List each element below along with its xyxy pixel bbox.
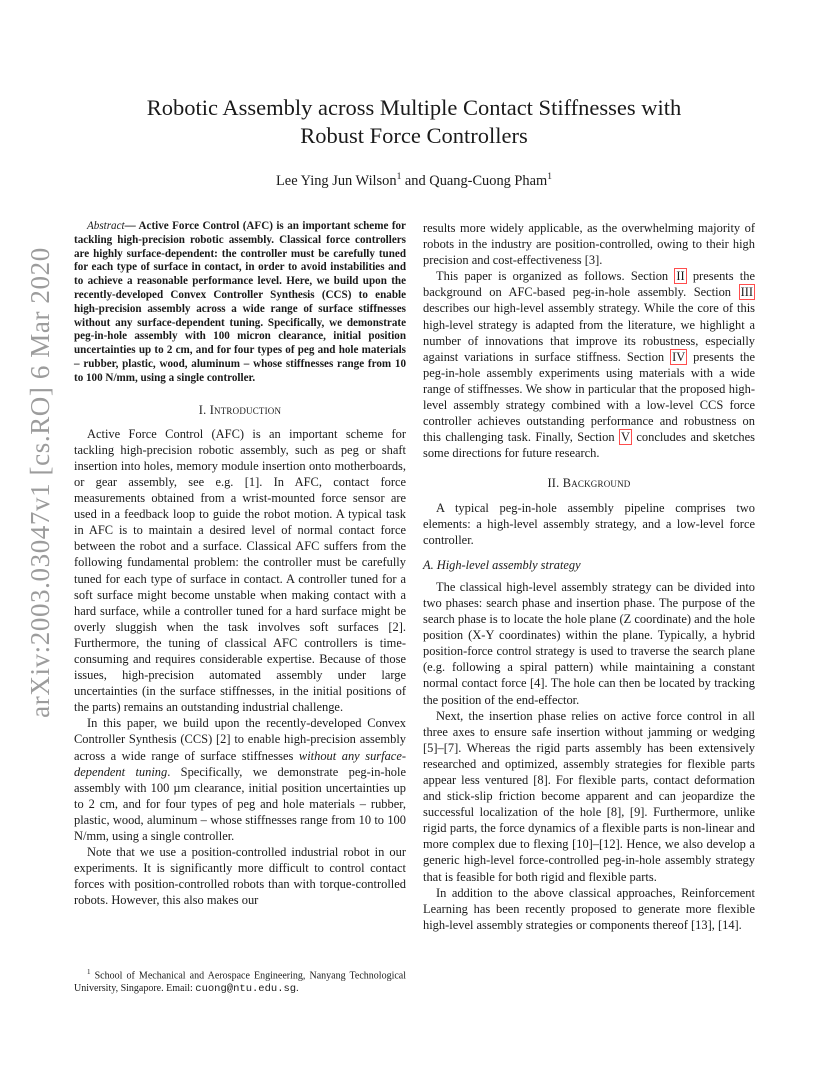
org-text-4: presents the peg-in-hole assembly experiments using materials with a wide range of stiffnesses. We show in particular that the proposed high-level assembly strategy combined with a low-level CCS force controller achieves outstanding performance and robustness on this challenging task. Finally, Section: [423, 349, 756, 445]
arxiv-identifier: arXiv:2003.03047v1 [cs.RO] 6 Mar 2020: [24, 246, 55, 718]
section-heading-introduction: [74, 402, 406, 418]
intro-paragraph-1: Active Force Control (AFC) is an important scheme for tackling high-precision robotic assembly, such as peg or shaft insertion into holes, memory module insertion onto motherboards, or gear assembly, see e.g. [1]. In AFC, contact force measurements obtained from a wrist-mounted force sensor are used in a feedback loop to guide the robot motion. A typical task in AFC is to maintain a desired level of normal contact force between the robot and a surface. Classical AFC suffers from the following fundamental problem: the controller must be carefully tuned for each type of surface in contact. A controller tuned for a soft surface might become unstable when making contact with a hard surface, while a controller tuned for a hard surface might be overly sluggish when the task involves soft surfaces [2]. Furthermore, the tuning of classical AFC controllers is time-consuming and requires considerable expertise. Because of those issues, high-precision automated assembly under large uncertainties (in the surface stiffnesses, in the initial positions of the parts) remains an outstanding industrial challenge.: [74, 426, 406, 715]
section-number: I.: [198, 402, 210, 417]
intro-paragraph-2: [74, 715, 406, 844]
section-name: Introduction: [209, 402, 282, 417]
section-name: Background: [562, 476, 631, 491]
background-paragraph-2: The classical high-level assembly strategy can be divided into two phases: search phase and insertion phase. The purpose of the search phase is to locate the hole plane (Z coordinate) and the hole position (X-Y coordinates) within the plane. Typically, a hybrid position-force control strategy is used to traverse the search plane (e.g. following a spiral pattern) while maintaining a constant normal contact force [4]. The hole can then be located by tracking the position of the end-effector.: [423, 579, 755, 707]
section-number: II.: [547, 476, 563, 491]
section-ref-link[interactable]: III: [740, 285, 753, 300]
author-2-affiliation-mark: 1: [547, 172, 552, 182]
background-paragraph-4: In addition to the above classical approaches, Reinforcement Learning has been recently proposed to generate more flexible high-level assembly strategies or components thereof [13], [14].: [423, 885, 755, 932]
footnote-mark: 1: [87, 968, 91, 976]
abstract-text: Active Force Control (AFC) is an important scheme for tackling high-precision robotic assembly. Classical force controllers are highly surface-dependent: the controller must be carefully tuned for each type of surface in contact, in order to avoid instabilities and to achieve a reasonable performance level. Here, we build upon the recently-developed Convex Controller Synthesis (CCS) to enable high-precision assembly across a wide range of surface stiffnesses without any surface-dependent tuning. Specifically, we demonstrate peg-in-hole assembly with 100 micron clearance, initial position uncertainties up to 2 cm, and for four types of peg and hole materials – rubber, plastic, wood, aluminum – whose stiffnesses range from 10 to 100 N/mm, using a single controller.: [74, 220, 406, 384]
title-line-1: Robotic Assembly across Multiple Contact Stiffnesses with: [146, 95, 682, 120]
title-line-2: Robust Force Controllers: [300, 123, 528, 148]
subsection-heading: A. High-level assembly strategy: [423, 557, 581, 572]
org-text-2: presents the background on AFC-based peg-in-hole assembly. Section: [423, 269, 755, 300]
intro-paragraph-3-continued: results more widely applicable, as the overwhelming majority of robots in the industry are position-controlled, owing to their high precision and cost-effectiveness [3].: [423, 221, 755, 268]
arxiv-sidebar: [22, 246, 58, 718]
intro-paragraph-3: Note that we use a position-controlled industrial robot in our experiments. It is significantly more difficult to control contact forces with position-controlled robots than with torque-controlled robots. However, this also makes our: [74, 845, 406, 908]
footnote-body: School of Mechanical and Aerospace Engineering, Nanyang Technological University, Singapore. Email:: [74, 970, 406, 994]
author-1-affiliation-mark: 1: [396, 172, 402, 182]
section-ref-link[interactable]: II: [676, 269, 685, 284]
right-column: [423, 220, 755, 933]
abstract: [74, 220, 406, 386]
left-column: [74, 220, 406, 908]
email-link[interactable]: cuong@ntu.edu.sg: [195, 982, 297, 995]
author-2: Quang-Cuong Pham: [429, 172, 548, 189]
intro-p2-emphasis: without any surface-dependent tuning: [74, 748, 406, 779]
org-text-1: This paper is organized as follows. Section: [436, 269, 675, 284]
org-text-3: describes our high-level assembly strategy. While the core of this high-level strategy is adapted from the literature, we highlight a number of innovations that improve its robustness, especially against variations in surface stiffness. Section: [423, 301, 755, 364]
footnote-text: [74, 966, 406, 995]
section-ref-link[interactable]: IV: [672, 349, 686, 364]
organization-paragraph: [423, 268, 755, 461]
paper-title: [80, 94, 748, 150]
footnote-end: .: [296, 982, 299, 994]
background-paragraph-1: A typical peg-in-hole assembly pipeline comprises two elements: a high-level assembly strategy, and a low-level force controller.: [423, 500, 755, 547]
section-heading-background: [423, 475, 755, 491]
section-ref-link[interactable]: V: [620, 430, 630, 445]
org-text-5: concludes and sketches some directions for future research.: [423, 430, 755, 461]
background-paragraph-3: Next, the insertion phase relies on active force control in all three axes to ensure safe insertion without jamming or wedging [5]–[7]. Whereas the rigid parts assembly has been extensively researched and optimized, assembly strategies for flexible parts appear less ventured [8]. For flexible parts, contact deformation and stick-slip friction become apparent and can jeopardize the successful localization of the hole [8], [9]. Furthermore, unlike rigid parts, the force dynamics of a flexible parts is non-linear and more complex due to flexing [10]–[12]. Hence, we also develop a generic high-level force-controlled peg-in-hole assembly strategy that is feasible for both rigid and flexible parts.: [423, 708, 755, 884]
intro-p2-text-b: . Specifically, we demonstrate peg-in-hole assembly with 100 µm clearance, initial position uncertainties up to 2 cm, and for four types of peg and hole materials – rubber, plastic, wood, aluminum – whose stiffnesses range from 10 to 100 N/mm, using a single controller.: [74, 764, 406, 843]
author-1: Lee Ying Jun Wilson: [276, 172, 397, 189]
abstract-dash: —: [124, 220, 139, 232]
author-list: [80, 172, 748, 190]
affiliation-footnote: [74, 966, 406, 995]
intro-p2-text-a: In this paper, we build upon the recently-developed Convex Controller Synthesis (CCS) [2] to enable high-precision assembly across a wide range of surface stiffnesses: [74, 716, 406, 763]
abstract-label: Abstract: [87, 220, 125, 232]
author-connector: and: [401, 172, 430, 189]
